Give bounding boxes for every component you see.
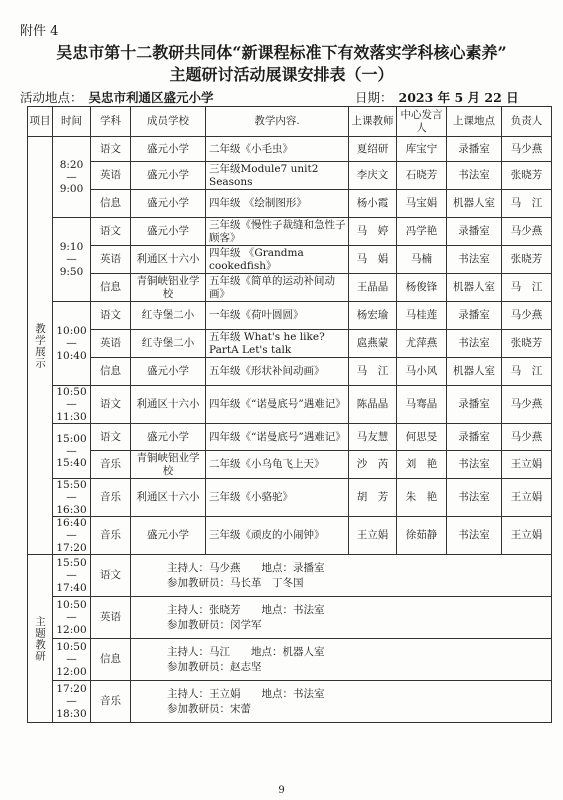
seminar-detail <box>131 555 552 597</box>
school-cell: 盛元小学 <box>131 218 206 246</box>
header-place: 上课地点 <box>447 107 502 137</box>
seminar-host-line: 主持人：张晓芳 地点：书法室 <box>167 604 325 617</box>
place-cell: 录播室 <box>447 302 502 330</box>
responsible-cell: 王立娟 <box>502 451 552 479</box>
attachment-label: 附件 4 <box>20 24 59 39</box>
subject-cell: 语文 <box>91 555 131 597</box>
time-cell: 9:10 — 9:50 <box>53 218 91 302</box>
header-subject: 学科 <box>91 107 131 137</box>
speaker-cell: 刘 艳 <box>397 451 447 479</box>
responsible-cell: 马少燕 <box>502 137 552 162</box>
subject-cell: 语文 <box>91 137 131 162</box>
content-cell: 二年级《小乌龟飞上天》 <box>206 451 349 479</box>
time-cell: 10:50 — 12:00 <box>53 639 91 681</box>
content-cell: 三年级Module7 unit2 Seasons <box>206 162 349 190</box>
responsible-cell: 王立娟 <box>502 517 552 555</box>
subject-cell: 英语 <box>91 597 131 639</box>
responsible-cell: 张晓芳 <box>502 162 552 190</box>
header-speaker: 中心发言人 <box>397 107 447 137</box>
responsible-cell: 马少燕 <box>502 424 552 451</box>
speaker-cell: 马楠 <box>397 246 447 274</box>
place-cell: 书法室 <box>447 479 502 517</box>
place-cell: 录播室 <box>447 386 502 424</box>
location-line <box>20 88 263 107</box>
table-row <box>28 302 552 330</box>
responsible-cell: 马少燕 <box>502 386 552 424</box>
school-cell: 青铜峡铝业学校 <box>131 274 206 302</box>
seminar-staff-line: 参加教研员：闵学军 <box>167 618 262 631</box>
speaker-cell: 徐茹静 <box>397 517 447 555</box>
location-value: 吴忠市利通区盛元小学 <box>83 88 263 107</box>
teacher-cell: 李庆文 <box>349 162 397 190</box>
speaker-cell: 石晓芳 <box>397 162 447 190</box>
content-cell: 一年级《荷叶圆圆》 <box>206 302 349 330</box>
speaker-cell: 库宝宁 <box>397 137 447 162</box>
responsible-cell: 王立娟 <box>502 479 552 517</box>
time-cell: 8:20 — 9:00 <box>53 137 91 218</box>
content-cell: 二年级《小毛虫》 <box>206 137 349 162</box>
school-cell: 盛元小学 <box>131 190 206 218</box>
speaker-cell: 何思旻 <box>397 424 447 451</box>
time-cell: 15:50 — 17:40 <box>53 555 91 597</box>
table-row <box>28 386 552 424</box>
responsible-cell: 马 江 <box>502 274 552 302</box>
seminar-detail <box>131 639 552 681</box>
responsible-cell: 马 江 <box>502 358 552 386</box>
responsible-cell: 马 江 <box>502 190 552 218</box>
content-cell: 五年级《简单的运动补间动画》 <box>206 274 349 302</box>
teacher-cell: 陈晶晶 <box>349 386 397 424</box>
responsible-cell: 马少燕 <box>502 302 552 330</box>
school-cell: 盛元小学 <box>131 137 206 162</box>
subject-cell: 音乐 <box>91 451 131 479</box>
subject-cell: 信息 <box>91 190 131 218</box>
header-content: 教学内容. <box>206 107 349 137</box>
speaker-cell: 冯学艳 <box>397 218 447 246</box>
speaker-cell: 尤萍燕 <box>397 330 447 358</box>
header-responsible: 负责人 <box>502 107 552 137</box>
section-theme-research: 主题教研 <box>28 555 53 723</box>
seminar-row <box>28 555 552 597</box>
place-cell: 书法室 <box>447 517 502 555</box>
time-cell: 10:50 — 11:30 <box>53 386 91 424</box>
seminar-host-line: 主持人：马少燕 地点：录播室 <box>167 562 325 575</box>
time-cell: 17:20 — 18:30 <box>53 681 91 723</box>
seminar-host-line: 主持人：王立娟 地点：书法室 <box>167 688 325 701</box>
place-cell: 录播室 <box>447 137 502 162</box>
teacher-cell: 杨小霞 <box>349 190 397 218</box>
subject-cell: 音乐 <box>91 479 131 517</box>
header-row <box>28 107 552 137</box>
school-cell: 青铜峡铝业学校 <box>131 451 206 479</box>
subject-cell: 英语 <box>91 246 131 274</box>
seminar-detail <box>131 681 552 723</box>
teacher-cell: 马 江 <box>349 358 397 386</box>
time-cell: 15:00 — 15:40 <box>53 424 91 479</box>
time-cell: 16:40 — 17:20 <box>53 517 91 555</box>
teacher-cell: 王立娟 <box>349 517 397 555</box>
table-row <box>28 451 552 479</box>
speaker-cell: 马骞晶 <box>397 386 447 424</box>
subject-cell: 信息 <box>91 274 131 302</box>
content-cell: 三年级《小骆驼》 <box>206 479 349 517</box>
teacher-cell: 胡 芳 <box>349 479 397 517</box>
table-row <box>28 246 552 274</box>
place-cell: 录播室 <box>447 424 502 451</box>
content-cell: 四年级《“诺曼底号”遇难记》 <box>206 386 349 424</box>
speaker-cell: 马桂莲 <box>397 302 447 330</box>
teacher-cell: 王晶晶 <box>349 274 397 302</box>
time-cell: 10:00 — 10:40 <box>53 302 91 386</box>
table-row <box>28 330 552 358</box>
time-cell: 15:50 — 16:30 <box>53 479 91 517</box>
header-teacher: 上课教师 <box>349 107 397 137</box>
place-cell: 机器人室 <box>447 190 502 218</box>
speaker-cell: 杨俊锋 <box>397 274 447 302</box>
responsible-cell: 马少燕 <box>502 218 552 246</box>
place-cell: 书法室 <box>447 162 502 190</box>
place-cell: 机器人室 <box>447 274 502 302</box>
seminar-row <box>28 681 552 723</box>
seminar-row <box>28 639 552 681</box>
table-row <box>28 162 552 190</box>
teacher-cell: 马 娟 <box>349 246 397 274</box>
table-row <box>28 358 552 386</box>
school-cell: 盛元小学 <box>131 517 206 555</box>
seminar-staff-line: 参加教研员：马长革 丁冬国 <box>167 576 304 589</box>
school-cell: 盛元小学 <box>131 162 206 190</box>
teacher-cell: 马 婷 <box>349 218 397 246</box>
school-cell: 盛元小学 <box>131 424 206 451</box>
page-title: 吴忠市第十二教研共同体“新课程标准下有效落实学科核心素养” <box>56 43 507 62</box>
content-cell: 五年级《形状补间动画》 <box>206 358 349 386</box>
location-label: 活动地点： <box>20 90 83 105</box>
seminar-row <box>28 597 552 639</box>
speaker-cell: 朱 艳 <box>397 479 447 517</box>
speaker-cell: 马小风 <box>397 358 447 386</box>
header-time: 时间 <box>53 107 91 137</box>
place-cell: 机器人室 <box>447 358 502 386</box>
subject-cell: 语文 <box>91 218 131 246</box>
content-cell: 四年级 《绘制图形》 <box>206 190 349 218</box>
subject-cell: 音乐 <box>91 517 131 555</box>
subject-cell: 语文 <box>91 302 131 330</box>
content-cell: 四年级《“诺曼底号”遇难记》 <box>206 424 349 451</box>
table-row <box>28 479 552 517</box>
schedule-table <box>27 106 552 723</box>
place-cell: 书法室 <box>447 451 502 479</box>
date-value: 2023 年 5 月 22 日 <box>393 88 525 107</box>
date-line <box>355 88 525 107</box>
page-subtitle: 主题研讨活动展课安排表（一） <box>169 65 394 84</box>
content-cell: 三年级《顽皮的小闹钟》 <box>206 517 349 555</box>
teacher-cell: 马友慧 <box>349 424 397 451</box>
place-cell: 书法室 <box>447 330 502 358</box>
school-cell: 盛元小学 <box>131 358 206 386</box>
section-teaching-demo: 教学展示 <box>28 137 53 555</box>
header-school: 成员学校 <box>131 107 206 137</box>
place-cell: 书法室 <box>447 246 502 274</box>
table-row <box>28 517 552 555</box>
content-cell: 三年级《慢性子裁缝和急性子顾客》 <box>206 218 349 246</box>
subject-cell: 英语 <box>91 162 131 190</box>
subject-cell: 英语 <box>91 330 131 358</box>
teacher-cell: 沙 芮 <box>349 451 397 479</box>
time-cell: 10:50 — 12:00 <box>53 597 91 639</box>
seminar-staff-line: 参加教研员：赵志坚 <box>167 660 262 673</box>
table-row <box>28 218 552 246</box>
table-row <box>28 274 552 302</box>
subject-cell: 音乐 <box>91 681 131 723</box>
subject-cell: 语文 <box>91 386 131 424</box>
teacher-cell: 杨宏瑜 <box>349 302 397 330</box>
content-cell: 五年级 What's he like? PartA Let's talk <box>206 330 349 358</box>
responsible-cell: 张晓芳 <box>502 330 552 358</box>
school-cell: 红寺堡二小 <box>131 302 206 330</box>
seminar-host-line: 主持人：马江 地点：机器人室 <box>167 646 325 659</box>
responsible-cell: 张晓芳 <box>502 246 552 274</box>
subject-cell: 语文 <box>91 424 131 451</box>
seminar-detail <box>131 597 552 639</box>
subject-cell: 信息 <box>91 639 131 681</box>
school-cell: 利通区十六小 <box>131 386 206 424</box>
school-cell: 红寺堡二小 <box>131 330 206 358</box>
teacher-cell: 扈燕蒙 <box>349 330 397 358</box>
table-row <box>28 190 552 218</box>
content-cell: 四年级 《Grandma cookedfish》 <box>206 246 349 274</box>
school-cell: 利通区十六小 <box>131 246 206 274</box>
seminar-staff-line: 参加教研员：宋蕾 <box>167 702 251 715</box>
date-label: 日期： <box>355 90 393 105</box>
school-cell: 利通区十六小 <box>131 479 206 517</box>
place-cell: 录播室 <box>447 218 502 246</box>
page-number: 9 <box>278 785 285 796</box>
table-row <box>28 137 552 162</box>
teacher-cell: 夏绍研 <box>349 137 397 162</box>
speaker-cell: 马宝娟 <box>397 190 447 218</box>
table-row <box>28 424 552 451</box>
subject-cell: 信息 <box>91 358 131 386</box>
header-project: 项目 <box>28 107 53 137</box>
